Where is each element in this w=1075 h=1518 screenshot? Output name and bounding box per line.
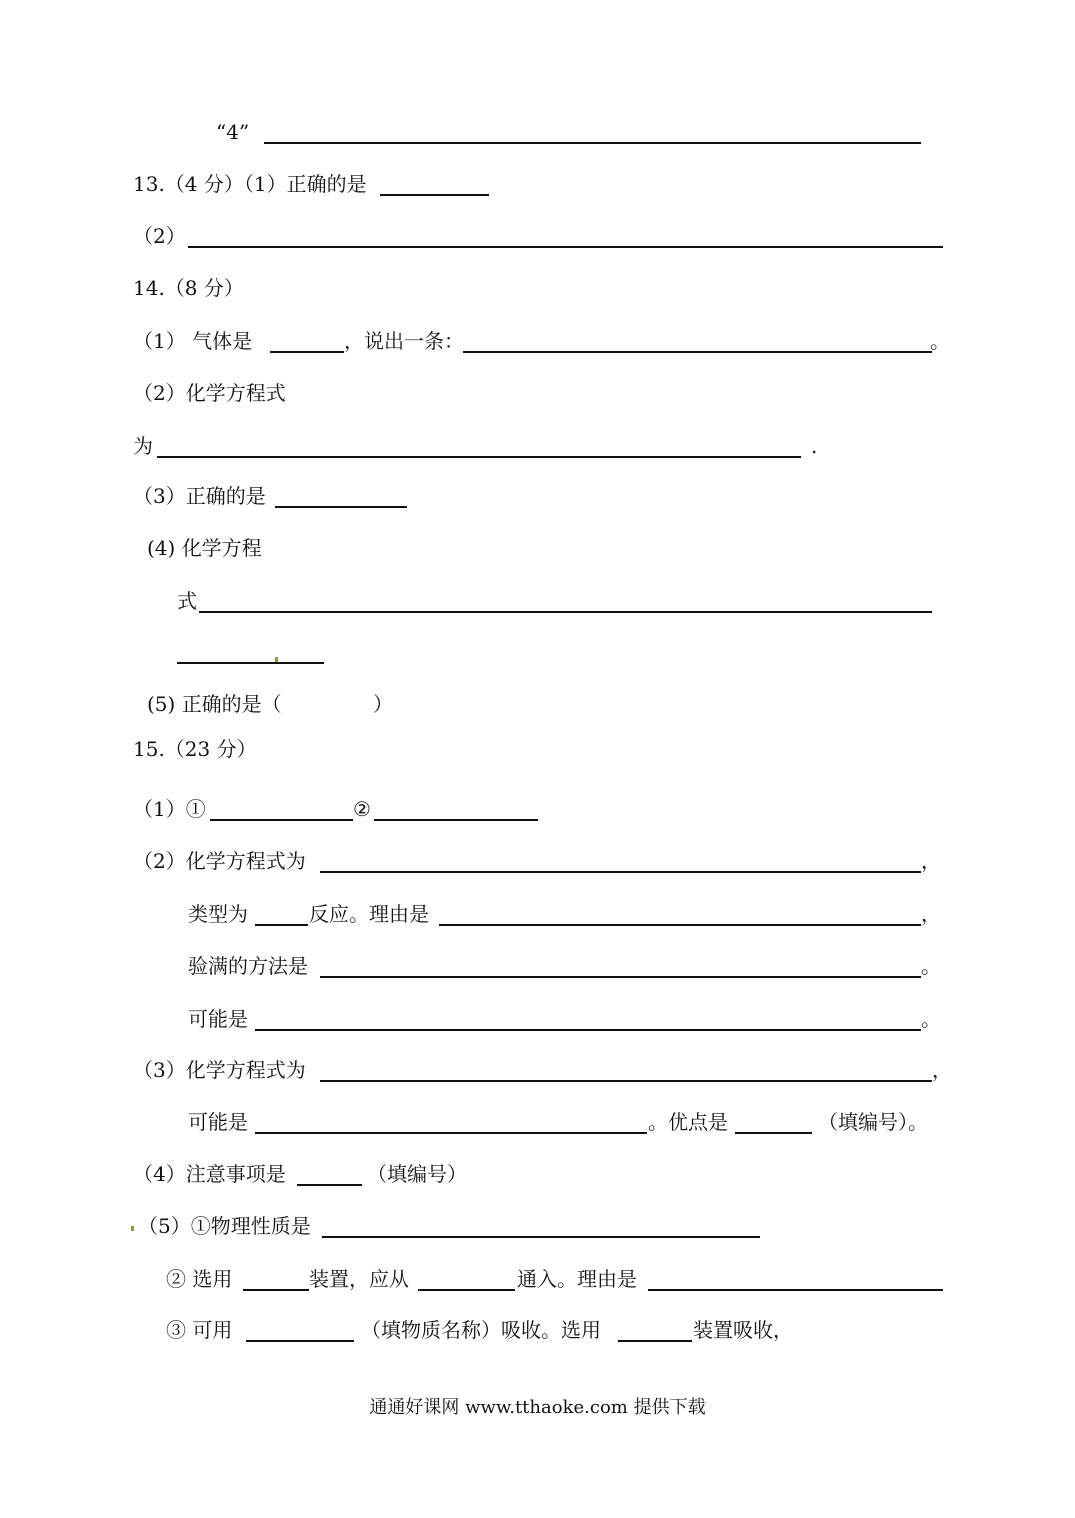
line-4-prefix: “4” [216, 120, 250, 144]
q15-2b-end: ， [921, 902, 941, 926]
q15-2-line [0, 846, 1075, 876]
q15-5-blank-property[interactable] [322, 1236, 760, 1238]
q15-3-blank-possible[interactable] [255, 1132, 647, 1134]
q15-1-line [0, 794, 1075, 824]
q15-2-blank-type[interactable] [255, 924, 308, 926]
q14-2b-line [0, 431, 1075, 461]
q15-5-line [0, 1211, 1075, 1241]
q13-2-line [0, 221, 1075, 251]
q15-5-label: （5）①物理性质是 [138, 1214, 311, 1238]
q15-3-end: ， [932, 1058, 952, 1082]
q15-2b-label: 类型为 [188, 902, 248, 926]
q14-1-label: （1） 气体是 [133, 329, 253, 353]
q14-3-line [0, 481, 1075, 511]
q14-4-label: (4) 化学方程 [147, 536, 262, 560]
q14-3-label: （3）正确的是 [133, 484, 266, 508]
q15-3b-mid: 。优点是 [648, 1110, 728, 1134]
q14-4b-label: 式 [177, 589, 197, 613]
q13-2-label: （2） [133, 224, 186, 248]
q15-4-label: （4）注意事项是 [133, 1162, 286, 1186]
q14-1-blank-reason[interactable] [463, 351, 932, 353]
q15-5b-label: ② 选用 [166, 1267, 233, 1291]
q15-5c-line [0, 1315, 1075, 1345]
q14-4b-line [0, 586, 1075, 616]
q15-5c-mid: （填物质名称）吸收。选用 [361, 1318, 601, 1342]
q15-5-blank-device[interactable] [243, 1289, 309, 1291]
q15-1-mid: ② [353, 797, 371, 821]
q15-5-blank-inlet[interactable] [418, 1289, 515, 1291]
q15-label: 15.（23 分） [133, 737, 257, 761]
q15-2d-line [0, 1004, 1075, 1034]
line-4 [0, 117, 1075, 147]
q15-2d-label: 可能是 [188, 1007, 248, 1031]
q15-5c-label: ③ 可用 [166, 1318, 233, 1342]
q14-4-blank-equation[interactable] [199, 611, 932, 613]
q15-5-blank-substance[interactable] [246, 1340, 354, 1342]
q15-2c-line [0, 951, 1075, 981]
q15-5b-line [0, 1264, 1075, 1294]
q14-5-label: (5) 正确的是（ [147, 692, 282, 716]
q14-1-mid: ，说出一条： [344, 329, 464, 353]
q15-2b-mid: 反应。理由是 [309, 902, 429, 926]
q14-heading [0, 273, 1075, 303]
q15-5c-end: 装置吸收， [693, 1318, 793, 1342]
q14-1-blank-gas[interactable] [270, 351, 344, 353]
q14-2b-end: . [811, 434, 818, 458]
q14-3-blank[interactable] [275, 506, 407, 508]
q15-2d-end: 。 [921, 1007, 941, 1031]
q15-2-blank-equation[interactable] [320, 871, 921, 873]
q14-2-label: （2）化学方程式 [133, 381, 286, 405]
q14-2-blank-equation[interactable] [157, 456, 801, 458]
q15-5-blank-reason[interactable] [648, 1289, 943, 1291]
q15-1-blank-1[interactable] [210, 819, 353, 821]
q15-1-blank-2[interactable] [374, 819, 538, 821]
q15-3-line [0, 1055, 1075, 1085]
q15-3-blank-advantage[interactable] [735, 1132, 812, 1134]
q15-2b-line [0, 899, 1075, 929]
q15-3-label: （3）化学方程式为 [133, 1058, 306, 1082]
q15-2-label: （2）化学方程式为 [133, 849, 306, 873]
q15-4-line [0, 1159, 1075, 1189]
q14-2b-label: 为 [133, 434, 153, 458]
q15-3b-label: 可能是 [188, 1110, 248, 1134]
q15-heading [0, 734, 1075, 764]
q14-4c-line [0, 638, 1075, 668]
q13-label: 13.（4 分）（1）正确的是 [133, 172, 367, 196]
q14-5-end: ） [373, 692, 393, 716]
q15-2c-end: 。 [921, 954, 941, 978]
q15-2-blank-reason[interactable] [439, 924, 921, 926]
q15-3b-line [0, 1107, 1075, 1137]
q13-blank-1[interactable] [380, 194, 489, 196]
q13-line [0, 169, 1075, 199]
q15-2-blank-possible[interactable] [255, 1029, 921, 1031]
scan-speck [275, 657, 278, 662]
q14-2-line [0, 378, 1075, 408]
q15-2-end: ， [921, 849, 941, 873]
q14-1-end: 。 [930, 329, 950, 353]
blank-4[interactable] [264, 142, 921, 144]
q15-1-label: （1）① [133, 797, 206, 821]
q15-4-blank[interactable] [297, 1184, 362, 1186]
q15-5-blank-absorb-device[interactable] [618, 1340, 692, 1342]
q15-3b-end: （填编号）。 [818, 1110, 928, 1134]
q15-5b-mid2: 通入。理由是 [517, 1267, 637, 1291]
q15-3-blank-equation[interactable] [320, 1080, 932, 1082]
q13-blank-2[interactable] [188, 246, 943, 248]
q15-2c-label: 验满的方法是 [188, 954, 308, 978]
q14-1-line [0, 326, 1075, 356]
q15-4-end: （填编号） [367, 1162, 467, 1186]
q15-5b-mid: 装置，应从 [309, 1267, 409, 1291]
q14-4-line [0, 533, 1075, 563]
q14-label: 14.（8 分） [133, 276, 244, 300]
q14-4-blank-extra[interactable] [177, 662, 324, 664]
q14-5-line [0, 689, 1075, 719]
q15-2-blank-method[interactable] [320, 976, 921, 978]
footer-source: 通通好课网 www.tthaoke.com 提供下载 [369, 1397, 706, 1418]
